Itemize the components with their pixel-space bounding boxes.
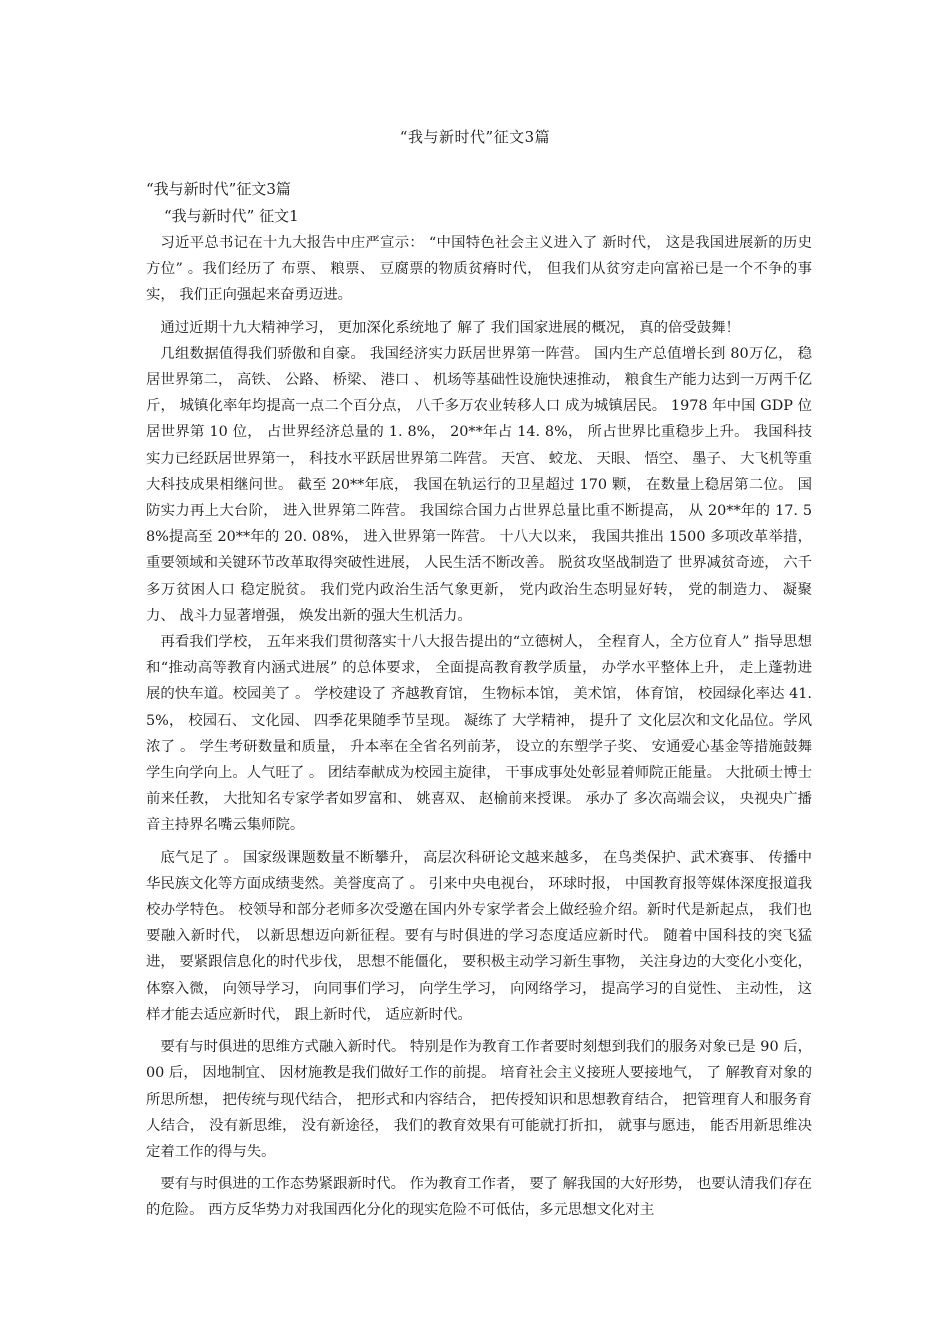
paragraph-1: 习近平总书记在十九大报告中庄严宣示： “中国特色社会主义进入了 新时代， 这是我国进展新的历史方位” 。我们经历了 布票、 粮票、 豆腐票的物质贫瘠时代， 但我们从贫穷走向富裕已是一个不争的事实， 我们正向强起来奋勇迈进。 [146, 235, 812, 304]
document-body [146, 176, 812, 1224]
paragraph-6: 要有与时俱进的思维方式融入新时代。 特别是作为教育工作者要时刻想到我们的服务对象已是 90 后， 00 后， 因地制宜、 因材施教是我们做好工作的前提。 培育社会主义接班人要接地气， 了 解教育对象的所思所想， 把传统与现代结合， 把形式和内容结合， 把传授知识和思想教育结合， 把管理育人和服务育人结合， 没有新思维， 没有新途径， 我们的教育效果有可能就打折扣， 就事与愿违， 能否用新思维决定着工作的得与失。 [146, 1039, 812, 1160]
paragraph-7: 要有与时俱进的工作态势紧跟新时代。 作为教育工作者， 要了 解我国的大好形势， 也要认清我们存在的危险。 西方反华势力对我国西化分化的现实危险不可低估，多元思想文化对主 [146, 1176, 812, 1219]
paragraph-2: 通过近期十九大精神学习， 更加深化系统地了 解了 我们国家进展的概况， 真的倍受鼓舞！ [160, 319, 740, 336]
paragraph-4: 再看我们学校， 五年来我们贯彻落实十八大报告提出的“立德树人， 全程育人，全方位育人” 指导思想和“推动高等教育内涵式进展” 的总体要求， 全面提高教育教学质量， 办学水平整体上升， 走上蓬勃进展的快车道。校园美了 。 学校建设了 齐越教育馆， 生物标本馆， 美术馆， 体育馆， 校园绿化率达 41. 5%， 校园石、 文化园、 四季花果随季节呈现。 凝练了 大学精神， 提升了 文化层次和文化品位。学风浓了 。 学生考研数量和质量， 升本率在全省名列前茅， 设立的东塑学子奖、 安通爱心基金等措施鼓舞学生向学向上。人气旺了 。 团结奉献成为校园主旋律， 干事成事处处彰显着师院正能量。 大批硕士博士前来任教， 大批知名专家学者如罗富和、 姚喜双、 赵榆前来授课。 承办了 多次高端会议， 央视央广播音主持界名嘴云集师院。 [146, 634, 812, 834]
subheading: “我与新时代” 征文1 [164, 207, 299, 225]
heading: “我与新时代”征文3篇 [146, 180, 291, 198]
paragraph-5: 底气足了 。 国家级课题数量不断攀升， 高层次科研论文越来越多， 在鸟类保护、武术赛事、 传播中华民族文化等方面成绩斐然。美誉度高了 。 引来中央电视台， 环球时报， 中国教育报等媒体深度报道我校办学特色。 校领导和部分老师多次受邀在国内外专家学者会上做经验介绍。新时代是新起点， 我们也要融入新时代， 以新思想迈向新征程。要有与时俱进的学习态度适应新时代。 随着中国科技的突飞猛进， 要紧跟信息化的时代步伐， 思想不能僵化， 要积极主动学习新生事物， 关注身边的大变化小变化，体察入微， 向领导学习， 向同事们学习， 向学生学习， 向网络学习， 提高学习的自觉性、 主动性， 这样才能去适应新时代， 跟上新时代， 适应新时代。 [146, 849, 812, 1023]
paragraph-3: 几组数据值得我们骄傲和自豪。 我国经济实力跃居世界第一阵营。 国内生产总值增长到 80万亿， 稳居世界第二， 高铁、 公路、 桥梁、 港口 、 机场等基础性设施快速推动， 粮食生产能力达到一万两千亿斤， 城镇化率年均提高一点二个百分点， 八千多万农业转移人口 成为城镇居民。 1978 年中国 GDP 位居世界第 10 位， 占世界经济总量的 1. 8%， 20**年占 14. 8%， 所占世界比重稳步上升。 我国科技实力已经跃居世界第一， 科技水平跃居世界第二阵营。 天宫、 蛟龙、 天眼、 悟空、 墨子、 大飞机等重大科技成果相继问世。 截至 20**年底， 我国在轨运行的卫星超过 170 颗， 在数量上稳居第二位。 国防实力再上大台阶， 进入世界第二阵营。 我国综合国力占世界总量比重不断提高， 从 20**年的 17. 58%提高至 20**年的 20. 08%， 进入世界第一阵营。 十八大以来， 我国共推出 1500 多项改革举措， 重要领域和关键环节改革取得突破性进展， 人民生活不断改善。 脱贫攻坚战制造了 世界减贫奇迹， 六千多万贫困人口 稳定脱贫。 我们党内政治生活气象更新， 党内政治生态明显好转， 党的制造力、 凝聚力、 战斗力显著增强， 焕发出新的强大生机活力。 [146, 345, 812, 624]
document-title: “我与新时代”征文3篇 [399, 128, 551, 146]
